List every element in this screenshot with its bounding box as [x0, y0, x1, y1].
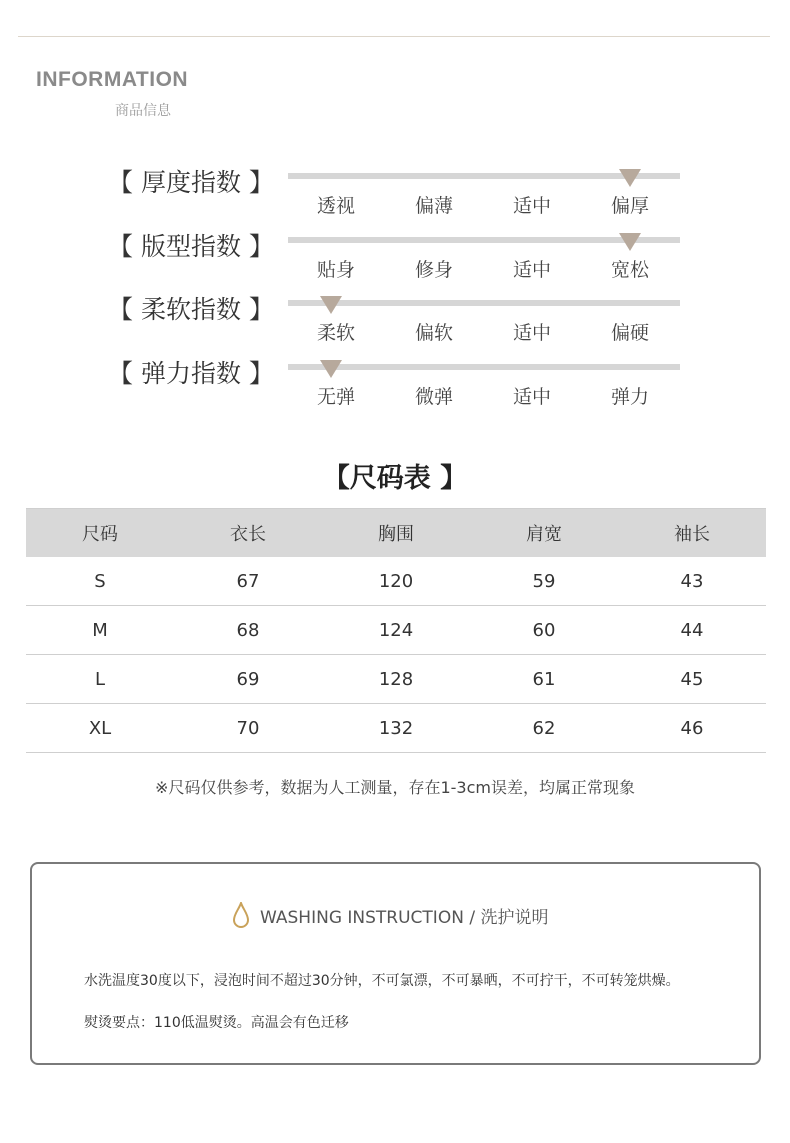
table-header-cell: 衣长	[174, 509, 322, 558]
index-option: 适中	[512, 386, 551, 408]
table-cell: 120	[322, 557, 470, 606]
water-drop-icon	[232, 902, 250, 928]
index-option: 偏薄	[414, 195, 453, 217]
index-row	[0, 232, 790, 297]
table-cell: 68	[174, 606, 322, 655]
table-header-cell: 肩宽	[470, 509, 618, 558]
index-option: 偏厚	[610, 195, 649, 217]
index-option: 适中	[512, 259, 551, 281]
table-cell: 62	[470, 704, 618, 753]
table-cell: 46	[618, 704, 766, 753]
table-cell: S	[26, 557, 174, 606]
ironing-instruction-line: 熨烫要点：110低温熨烫。高温会有色迁移	[84, 1015, 349, 1031]
washing-header	[232, 900, 548, 930]
table-cell: XL	[26, 704, 174, 753]
table-header-cell: 胸围	[322, 509, 470, 558]
index-row	[0, 359, 790, 424]
index-option: 弹力	[610, 386, 649, 408]
table-cell: L	[26, 655, 174, 704]
table-cell: 45	[618, 655, 766, 704]
index-option: 宽松	[610, 259, 649, 281]
index-scale-bar	[288, 300, 680, 306]
index-marker-icon	[619, 233, 641, 251]
table-cell: 69	[174, 655, 322, 704]
index-option: 贴身	[316, 259, 355, 281]
table-cell: 67	[174, 557, 322, 606]
section-title-cn: 商品信息	[115, 103, 171, 119]
table-header-cell: 袖长	[618, 509, 766, 558]
index-marker-icon	[619, 169, 641, 187]
table-header-row	[26, 509, 766, 558]
washing-instruction-line: 水洗温度30度以下，浸泡时间不超过30分钟，不可氯漂，不可暴晒，不可拧干，不可转笼烘燥。	[84, 973, 680, 989]
table-cell: 43	[618, 557, 766, 606]
size-note: ※尺码仅供参考，数据为人工测量，存在1-3cm误差，均属正常现象	[155, 778, 635, 797]
table-cell: 128	[322, 655, 470, 704]
table-row	[26, 704, 766, 753]
index-option: 偏硬	[610, 322, 649, 344]
table-cell: 132	[322, 704, 470, 753]
section-title-en: INFORMATION	[36, 68, 189, 91]
top-divider	[18, 36, 770, 37]
index-option: 修身	[414, 259, 453, 281]
table-row	[26, 557, 766, 606]
table-header-cell: 尺码	[26, 509, 174, 558]
table-cell: 124	[322, 606, 470, 655]
table-cell: 60	[470, 606, 618, 655]
table-cell: 44	[618, 606, 766, 655]
index-scale-bar	[288, 364, 680, 370]
table-cell: 70	[174, 704, 322, 753]
table-cell: 61	[470, 655, 618, 704]
index-row	[0, 295, 790, 360]
index-row	[0, 168, 790, 233]
table-row	[26, 655, 766, 704]
index-option: 偏软	[414, 322, 453, 344]
index-label: 【 厚度指数 】	[108, 168, 274, 197]
index-label: 【 弹力指数 】	[108, 359, 274, 388]
washing-panel	[30, 862, 761, 1065]
index-option: 适中	[512, 195, 551, 217]
index-option: 微弹	[414, 386, 453, 408]
index-option: 适中	[512, 322, 551, 344]
index-option: 无弹	[316, 386, 355, 408]
table-cell: M	[26, 606, 174, 655]
index-label: 【 版型指数 】	[108, 232, 274, 261]
index-option: 透视	[316, 195, 355, 217]
index-option: 柔软	[316, 322, 355, 344]
index-label: 【 柔软指数 】	[108, 295, 274, 324]
size-chart-title: 【尺码表 】	[322, 463, 468, 494]
index-marker-icon	[320, 296, 342, 314]
size-table	[26, 508, 766, 753]
washing-title: WASHING INSTRUCTION / 洗护说明	[260, 907, 549, 928]
index-marker-icon	[320, 360, 342, 378]
table-cell: 59	[470, 557, 618, 606]
table-row	[26, 606, 766, 655]
